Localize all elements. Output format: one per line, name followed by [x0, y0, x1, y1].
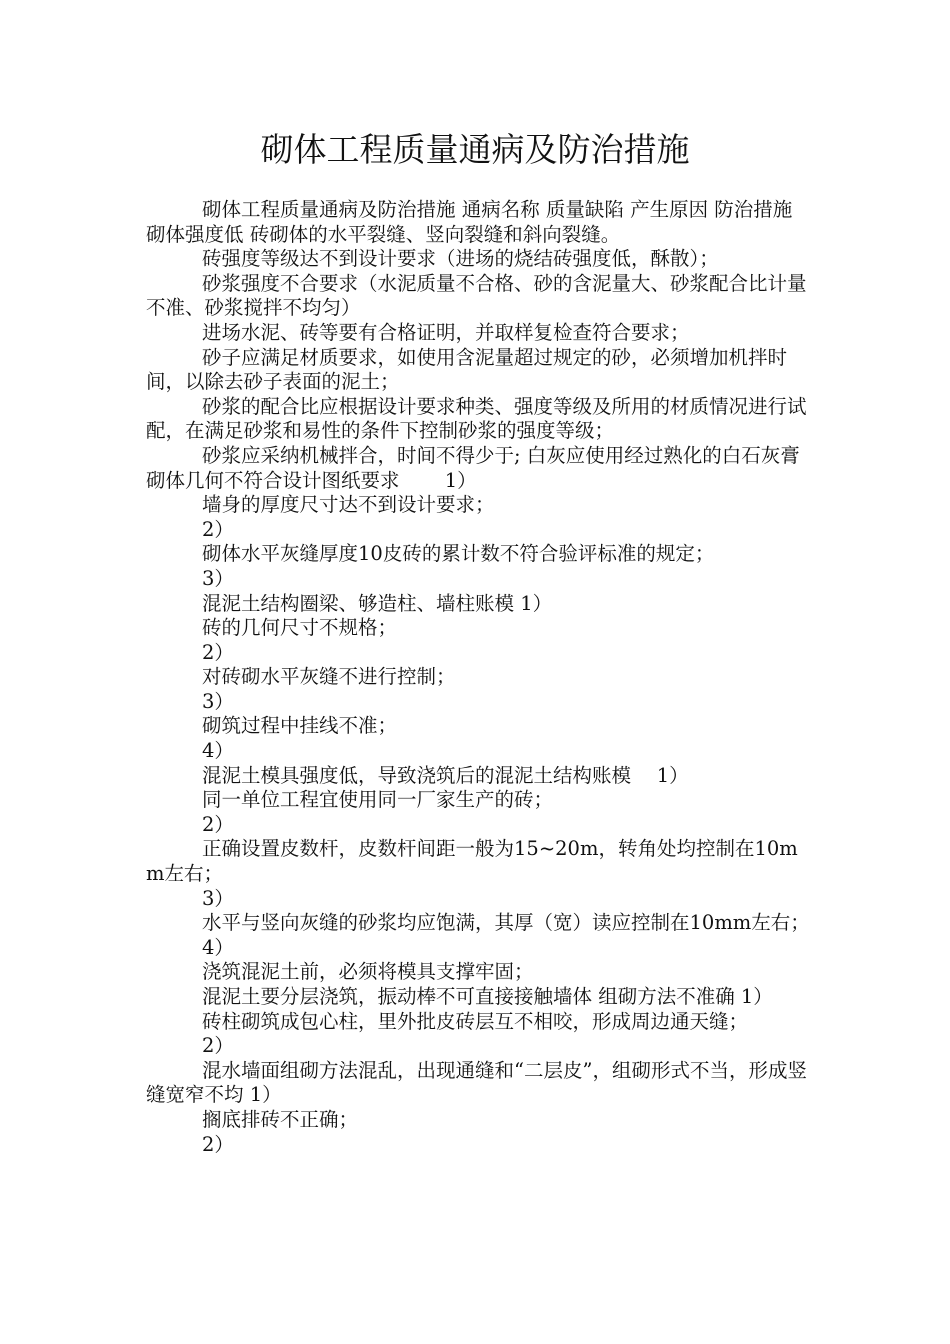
body-paragraph: 砖柱砌筑成包心柱，里外批皮砖层互不相咬，形成周边通天缝；: [202, 1009, 749, 1033]
body-paragraph: 3）: [202, 689, 234, 713]
body-paragraph: 2）: [202, 812, 234, 836]
body-paragraph: 进场水泥、砖等要有合格证明，并取样复检查符合要求；: [202, 320, 690, 344]
document-body: [146, 198, 810, 1157]
body-paragraph: 2）: [202, 640, 234, 664]
body-paragraph: 水平与竖向灰缝的砂浆均应饱满，其厚（宽）读应控制在10mm左右；: [202, 911, 810, 935]
body-paragraph: 对砖砌水平灰缝不进行控制；: [202, 665, 456, 689]
body-paragraph: 砂浆的配合比应根据设计要求种类、强度等级及所用的材质情况进行试配，在满足砂浆和易性的条件下控制砂浆的强度等级；: [146, 394, 807, 443]
body-paragraph: 2）: [202, 517, 234, 541]
body-paragraph: 混泥土要分层浇筑，振动棒不可直接接触墙体 组砌方法不准确 1）: [202, 985, 773, 1008]
document-title: 砌体工程质量通病及防治措施: [260, 130, 690, 169]
body-paragraph: 砖强度等级达不到设计要求（进场的烧结砖强度低，酥散）；: [202, 247, 719, 271]
body-paragraph: 2）: [202, 1034, 234, 1058]
body-paragraph: 砌体工程质量通病及防治措施 通病名称 质量缺陷 产生原因 防治措施 砌体强度低 砖砌体的水平裂缝、竖向裂缝和斜向裂缝。: [146, 198, 793, 246]
body-paragraph: 砂浆强度不合要求（水泥质量不合格、砂的含泥量大、砂浆配合比计量不准、砂浆搅拌不均匀）: [146, 271, 807, 320]
body-paragraph: 4）: [202, 739, 234, 763]
body-paragraph: 4）: [202, 935, 234, 959]
body-paragraph: 砌筑过程中挂线不准；: [202, 714, 398, 738]
body-paragraph: 2）: [202, 1132, 234, 1156]
body-paragraph: 同一单位工程宜使用同一厂家生产的砖；: [202, 788, 554, 812]
body-paragraph: 混泥土模具强度低，导致浇筑后的混泥土结构账模 1）: [202, 763, 689, 787]
body-paragraph: 混泥土结构圈梁、够造柱、墙柱账模 1）: [202, 591, 553, 615]
body-paragraph: 3）: [202, 886, 234, 910]
body-paragraph: 砂子应满足材质要求，如使用含泥量超过规定的砂，必须增加机拌时间，以除去砂子表面的泥土；: [146, 345, 788, 394]
body-paragraph: 砂浆应采纳机械拌合，时间不得少于; 白灰应使用经过熟化的白石灰膏 砌体几何不符合设计图纸要求 1）: [146, 443, 800, 492]
body-paragraph: 砌体水平灰缝厚度10皮砖的累计数不符合验评标准的规定；: [202, 542, 715, 566]
body-paragraph: 正确设置皮数杆，皮数杆间距一般为15~20m，转角处均控制在10mm左右；: [146, 837, 798, 886]
body-paragraph: 浇筑混泥土前，必须将模具支撑牢固；: [202, 960, 534, 984]
body-paragraph: 混水墙面组砌方法混乱，出现通缝和“二层皮”，组砌形式不当，形成竖缝宽窄不均 1）: [146, 1058, 807, 1107]
body-paragraph: 墙身的厚度尺寸达不到设计要求；: [202, 493, 495, 517]
body-paragraph: 搁底排砖不正确；: [202, 1107, 359, 1131]
body-paragraph: 砖的几何尺寸不规格；: [202, 616, 398, 640]
body-paragraph: 3）: [202, 566, 234, 590]
